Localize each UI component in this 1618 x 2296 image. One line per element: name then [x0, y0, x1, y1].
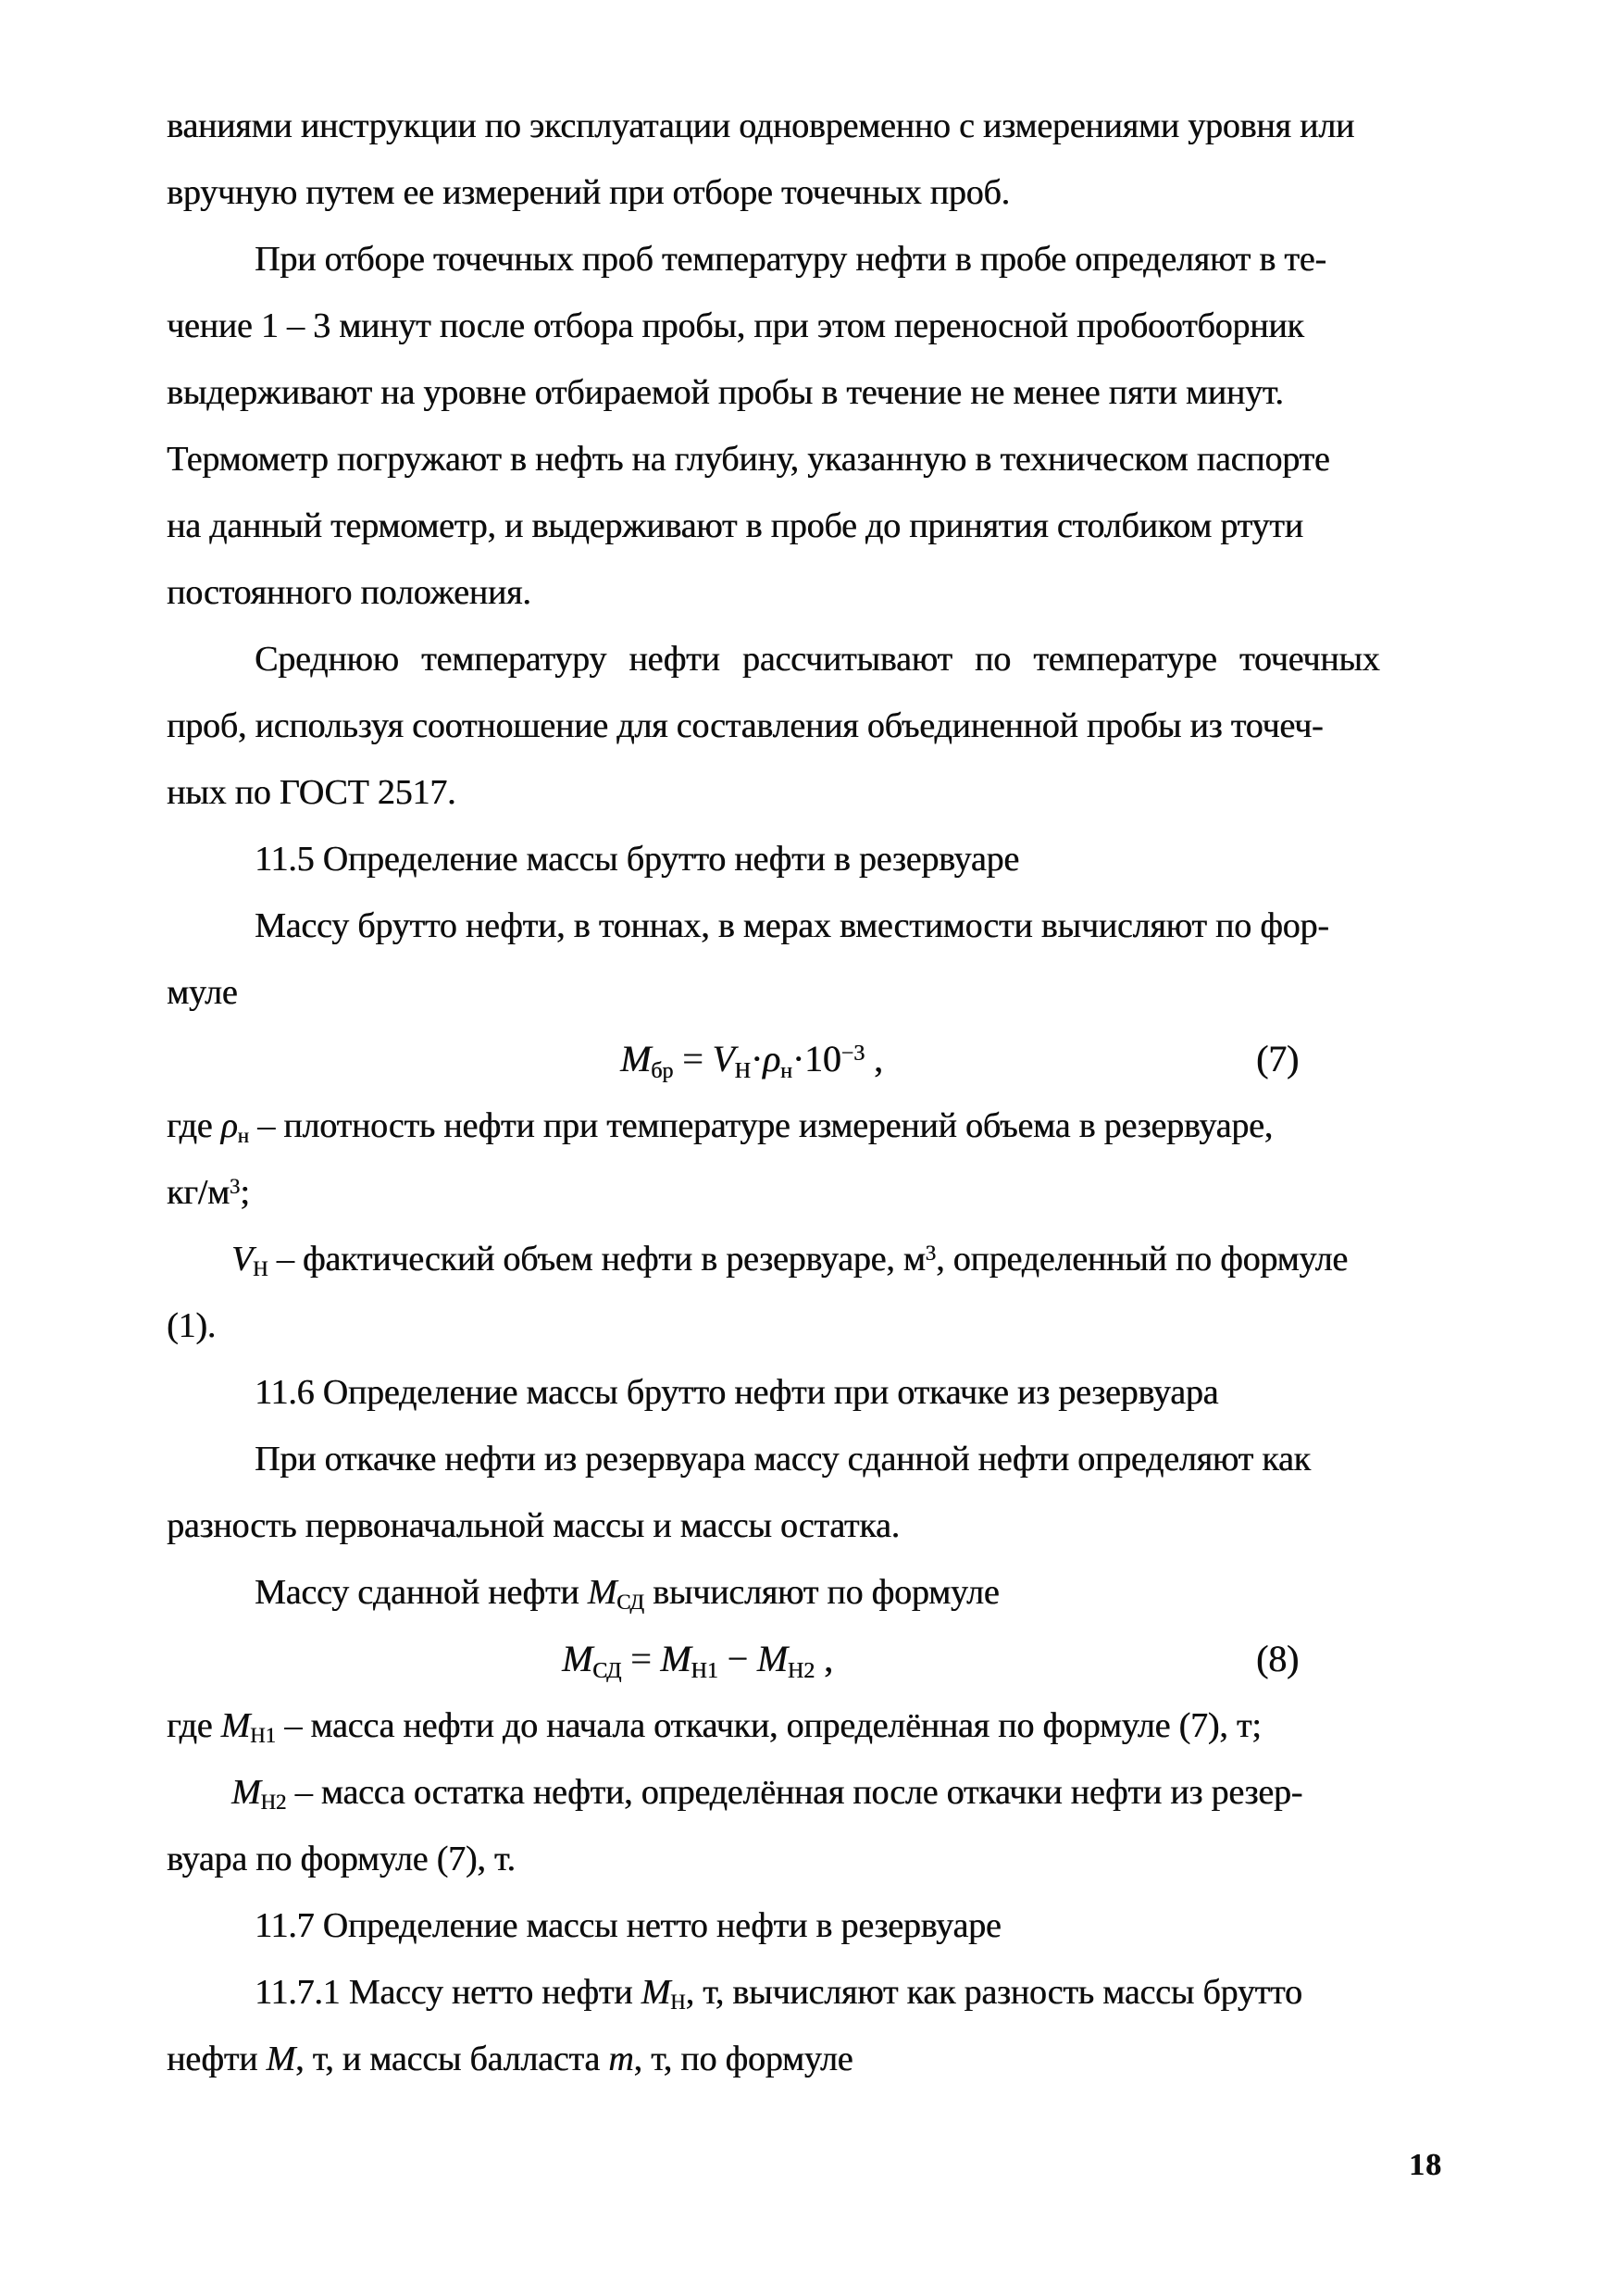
subscript: бр: [651, 1058, 674, 1083]
text-segment: ,: [815, 1638, 833, 1679]
text-segment: – масса нефти до начала откачки, определённая по формуле (7), т;: [275, 1706, 1262, 1745]
subscript: СД: [616, 1591, 644, 1615]
text-line: [167, 559, 1581, 626]
text-line: [167, 826, 1581, 892]
formula-body: [562, 1626, 833, 1692]
formula-number: (7): [1256, 1038, 1300, 1079]
italic-symbol: ρ: [763, 1038, 781, 1079]
subscript: Н1: [691, 1658, 718, 1683]
text-segment: где: [167, 1706, 221, 1745]
text-segment: , т, вычисляют как разность массы брутто: [685, 1973, 1302, 2012]
formula-body: [620, 1026, 883, 1092]
subscript: Н: [670, 1990, 686, 2015]
text-segment: , определенный по формуле: [936, 1240, 1348, 1279]
text-segment: нефти: [167, 2040, 267, 2078]
text-segment: – масса остатка нефти, определённая после откачки нефти из резер-: [286, 1773, 1303, 1812]
text-line: [167, 892, 1581, 959]
text-segment: на данный термометр, и выдерживают в пробе до принятия столбиком ртути: [167, 506, 1303, 545]
text-line: [167, 1292, 1581, 1359]
text-segment: ваниями инструкции по эксплуатации одновременно с измерениями уровня или: [167, 106, 1355, 145]
formula-line: [167, 1026, 1581, 1092]
text-segment: , т, и массы балласта: [295, 2040, 609, 2078]
text-segment: Массу брутто нефти, в тоннах, в мерах вместимости вычисляют по фор-: [255, 906, 1329, 945]
text-segment: – плотность нефти при температуре измерений объема в резервуаре,: [248, 1106, 1273, 1145]
text-line: [167, 693, 1581, 759]
text-segment: При откачке нефти из резервуара массу сданной нефти определяют как: [255, 1440, 1311, 1479]
text-segment: 11.7.1 Массу нетто нефти: [255, 1973, 641, 2012]
text-segment: проб, используя соотношение для составления объединенной пробы из точеч-: [167, 706, 1324, 745]
italic-symbol: V: [712, 1038, 735, 1079]
text-segment: 11.6 Определение массы брутто нефти при откачке из резервуара: [255, 1373, 1219, 1412]
subscript: Н1: [250, 1724, 276, 1748]
italic-symbol: m: [608, 2040, 634, 2078]
text-segment: вуара по формуле (7), т.: [167, 1840, 516, 1878]
text-segment: 11.5 Определение массы брутто нефти в резервуаре: [255, 840, 1019, 879]
text-segment: разность первоначальной массы и массы остатка.: [167, 1506, 900, 1545]
text-segment: вручную путем ее измерений при отборе точечных проб.: [167, 173, 1010, 212]
text-segment: ·: [750, 1038, 764, 1079]
text-segment: муле: [167, 973, 238, 1012]
text-segment: выдерживают на уровне отбираемой пробы в течение не менее пяти минут.: [167, 373, 1284, 412]
subscript: Н: [734, 1058, 751, 1083]
text-line: [167, 1492, 1581, 1559]
text-line: [167, 1359, 1581, 1426]
text-line: [167, 226, 1581, 293]
text-line: [167, 1226, 1581, 1292]
formula-line: [167, 1626, 1581, 1692]
text-line: [167, 1159, 1581, 1226]
text-segment: кг/м: [167, 1173, 230, 1212]
text-line: [167, 293, 1581, 359]
text-line: [167, 1959, 1581, 2026]
text-line: [167, 1559, 1581, 1626]
superscript: 3: [925, 1241, 937, 1265]
italic-symbol: М: [641, 1973, 671, 2012]
italic-symbol: М: [231, 1773, 261, 1812]
text-segment: – фактический объем нефти в резервуаре, м: [268, 1240, 926, 1279]
text-segment: , т, по формуле: [633, 2040, 853, 2078]
text-segment: где: [167, 1106, 221, 1145]
text-line: [167, 426, 1581, 493]
text-segment: (1).: [167, 1306, 217, 1345]
text-line: [167, 1826, 1581, 1892]
text-line: [167, 93, 1581, 159]
text-line: [167, 2026, 1581, 2092]
text-segment: ;: [240, 1173, 250, 1212]
text-line: [167, 359, 1581, 426]
superscript: −3: [840, 1042, 865, 1066]
text-segment: ·10: [791, 1038, 841, 1079]
text-segment: постоянного положения.: [167, 573, 531, 612]
italic-symbol: М: [587, 1573, 617, 1612]
text-segment: ,: [865, 1038, 883, 1079]
text-line: [167, 1092, 1581, 1159]
formula-number: (8): [1256, 1638, 1300, 1679]
text-segment: =: [621, 1638, 661, 1679]
text-line: [167, 1692, 1581, 1759]
italic-symbol: М: [220, 1706, 251, 1745]
text-line: [167, 759, 1581, 826]
italic-symbol: М: [660, 1638, 691, 1679]
text-segment: −: [717, 1638, 757, 1679]
text-line: [167, 1759, 1581, 1826]
superscript: 3: [229, 1174, 241, 1198]
text-line: [167, 959, 1581, 1026]
text-line: [167, 493, 1581, 559]
text-line: [167, 626, 1581, 693]
subscript: н: [780, 1058, 792, 1083]
subscript: Н: [253, 1257, 268, 1281]
italic-symbol: V: [231, 1240, 254, 1279]
text-segment: чение 1 – 3 минут после отбора пробы, при этом переносной пробоотборник: [167, 306, 1304, 345]
subscript: СД: [592, 1658, 622, 1683]
italic-symbol: М: [562, 1638, 593, 1679]
subscript: Н2: [260, 1791, 287, 1815]
text-line: [167, 159, 1581, 226]
text-line: [167, 1892, 1581, 1959]
page-number: 18: [1409, 2148, 1442, 2182]
text-segment: Массу сданной нефти: [255, 1573, 588, 1612]
text-line: [167, 1426, 1581, 1492]
text-segment: =: [673, 1038, 713, 1079]
italic-symbol: М: [620, 1038, 652, 1079]
italic-symbol: М: [266, 2040, 295, 2078]
text-segment: 11.7 Определение массы нетто нефти в резервуаре: [255, 1906, 1002, 1945]
text-segment: Среднюю температуру нефти рассчитывают по температуре точечных: [255, 640, 1380, 679]
subscript: н: [237, 1124, 249, 1148]
italic-symbol: ρ: [220, 1106, 238, 1145]
text-segment: ных по ГОСТ 2517.: [167, 773, 456, 812]
subscript: Н2: [787, 1658, 815, 1683]
text-segment: вычисляют по формуле: [643, 1573, 1000, 1612]
text-segment: Термометр погружают в нефть на глубину, указанную в техническом паспорте: [167, 440, 1330, 479]
italic-symbol: М: [756, 1638, 788, 1679]
text-segment: При отборе точечных проб температуру нефти в пробе определяют в те-: [255, 240, 1326, 279]
